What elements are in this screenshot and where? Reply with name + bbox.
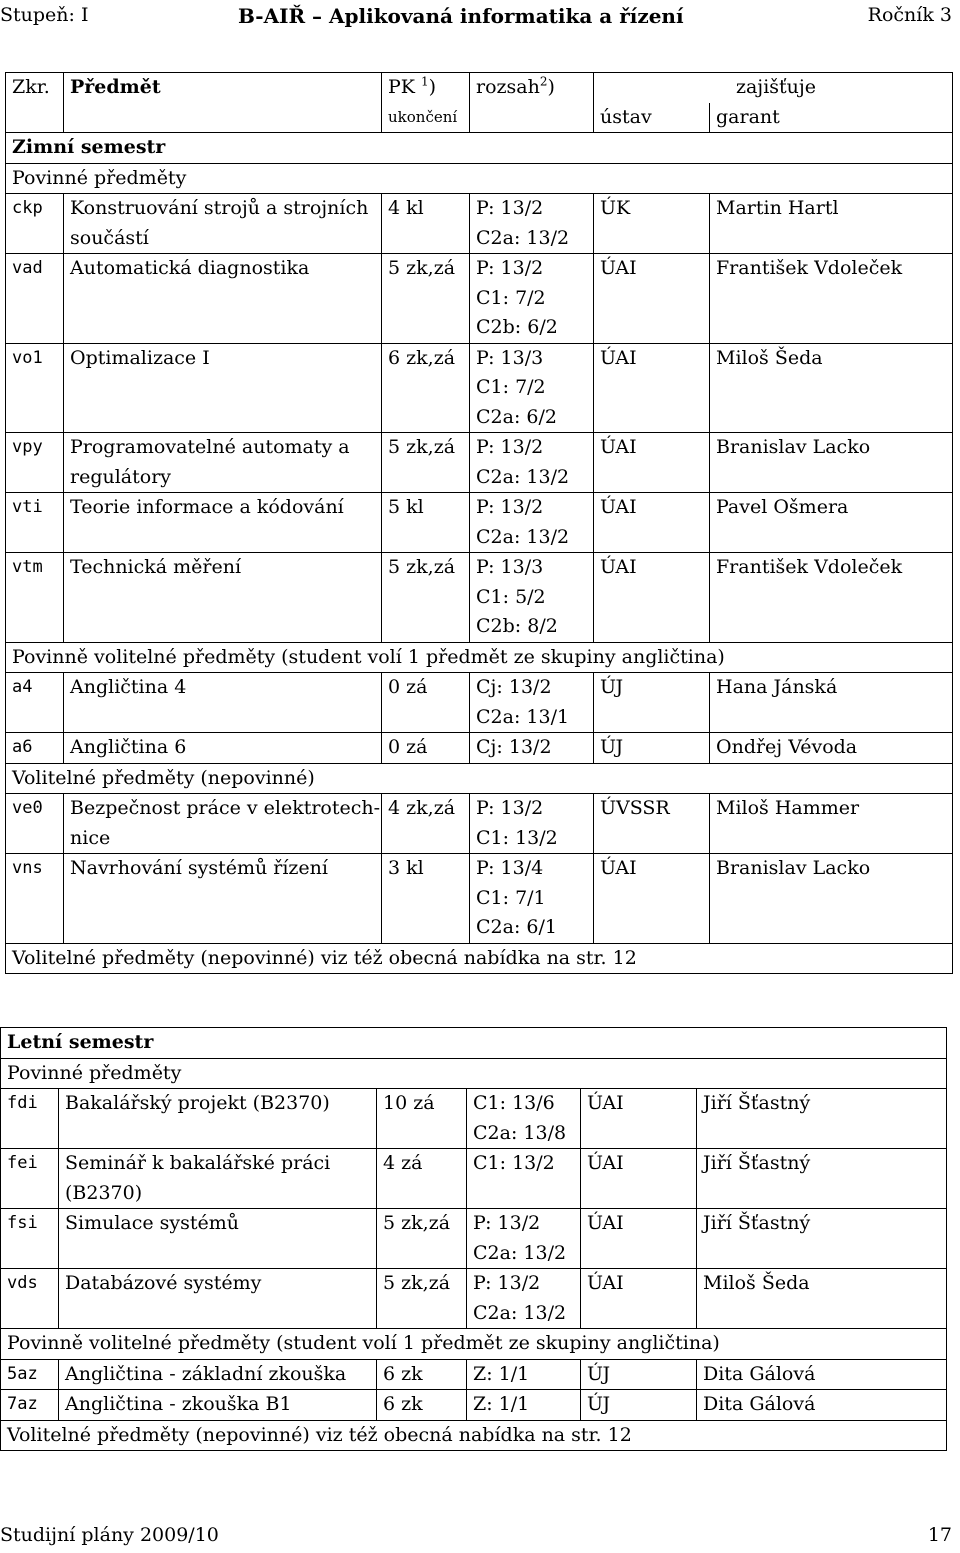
col-rozsah: rozsah$^2$) [470,73,594,103]
course-institute: ÚAI [594,493,710,553]
footer-title: Studijní plány 2009/10 [0,1524,219,1546]
course-scope: P: 13/3 [470,343,594,373]
course-row [6,343,953,373]
course-row [6,553,953,583]
course-scope [467,1179,581,1209]
course-row [6,194,953,224]
course-scope: Z: 1/1 [467,1359,581,1390]
course-name: Teorie informace a kódování [64,493,382,553]
course-completion: 4 zk,zá [382,794,470,854]
course-scope: P: 13/2 [470,493,594,523]
course-institute: ÚAI [581,1209,697,1269]
course-code: fsi [1,1209,59,1269]
course-guarantor: Pavel Ošmera [710,493,953,553]
course-row [1,1209,947,1239]
course-completion: 6 zk [377,1359,467,1390]
course-scope: P: 13/2 [467,1269,581,1299]
course-scope: C2a: 13/8 [467,1119,581,1149]
course-institute: ÚJ [581,1390,697,1421]
course-name: Optimalizace I [64,343,382,433]
course-name: Angličtina - základní zkouška [59,1359,377,1390]
course-completion: 5 zk,zá [377,1269,467,1329]
course-code: 7az [1,1390,59,1421]
course-row [6,433,953,463]
course-scope: C2a: 13/2 [470,523,594,553]
course-name: Bezpečnost práce v elektrotech-nice [64,794,382,854]
course-completion: 3 kl [382,854,470,944]
course-guarantor: Hana Jánská [710,673,953,733]
course-code: vad [6,254,64,344]
course-scope: C1: 13/6 [467,1089,581,1119]
course-scope: P: 13/2 [470,254,594,284]
table-subheader-row [6,103,953,133]
course-row [6,254,953,284]
page-number: 17 [927,1524,952,1546]
course-code: fdi [1,1089,59,1149]
course-institute: ÚVSSR [594,794,710,854]
course-scope: P: 13/4 [470,854,594,884]
course-scope: P: 13/2 [470,433,594,463]
course-row [6,733,953,764]
course-scope: C2a: 6/2 [470,403,594,433]
col-garant: garant [710,103,953,133]
course-name: Simulace systémů [59,1209,377,1269]
course-institute: ÚJ [594,673,710,733]
course-institute: ÚAI [581,1149,697,1209]
course-scope: Cj: 13/2 [470,673,594,703]
course-scope: C1: 13/2 [467,1149,581,1179]
table-note: Volitelné předměty (nepovinné) viz též obecná nabídka na str. 12 [6,943,953,974]
course-completion: 0 zá [382,733,470,764]
course-row [1,1089,947,1119]
col-zkr: Zkr. [6,73,64,103]
course-scope: Z: 1/1 [467,1390,581,1421]
group-title: Povinně volitelné předměty (student volí 1 předmět ze skupiny angličtina) [6,642,953,673]
course-guarantor: Miloš Šeda [710,343,953,433]
course-institute: ÚAI [594,433,710,493]
group-title: Povinné předměty [6,163,953,194]
course-institute: ÚAI [594,254,710,344]
course-scope: C2b: 6/2 [470,313,594,343]
summer-semester-table [0,1027,947,1451]
course-scope: C2a: 13/2 [467,1299,581,1329]
course-code: vds [1,1269,59,1329]
course-name: Angličtina - zkouška B1 [59,1390,377,1421]
course-scope: P: 13/3 [470,553,594,583]
page-header [0,4,960,34]
course-guarantor: Jiří Šťastný [697,1149,947,1209]
course-completion: 0 zá [382,673,470,733]
course-row [6,493,953,523]
group-title: Volitelné předměty (nepovinné) [6,763,953,794]
course-row [1,1149,947,1179]
course-scope: C2b: 8/2 [470,612,594,642]
course-code: ckp [6,194,64,254]
course-guarantor: Miloš Hammer [710,794,953,854]
course-institute: ÚAI [594,343,710,433]
course-completion: 10 zá [377,1089,467,1149]
course-completion: 5 zk,zá [377,1209,467,1269]
degree-level: Stupeň: I [0,4,89,26]
course-guarantor: Miloš Šeda [697,1269,947,1329]
course-code: vpy [6,433,64,493]
table-header-row [6,73,953,103]
course-code: 5az [1,1359,59,1390]
course-institute: ÚAI [594,553,710,643]
course-name: Technická měření [64,553,382,643]
course-guarantor: František Vdoleček [710,553,953,643]
course-scope: C1: 7/2 [470,373,594,403]
col-pk: PK $^1$) [382,73,470,103]
program-title: B-AIŘ – Aplikovaná informatika a řízení [238,4,684,28]
course-guarantor: Jiří Šťastný [697,1089,947,1149]
course-code: vtm [6,553,64,643]
course-scope: Cj: 13/2 [470,733,594,764]
course-code: vns [6,854,64,944]
course-row [1,1359,947,1390]
col-ukonceni: ukončení [382,103,470,133]
year-label: Ročník 3 [867,4,952,26]
course-scope: C2a: 13/1 [470,703,594,733]
course-row [1,1269,947,1299]
course-row [6,854,953,884]
course-row [1,1390,947,1421]
course-scope: P: 13/2 [470,794,594,824]
course-name: Konstruování strojů a strojních součástí [64,194,382,254]
course-guarantor: Dita Gálová [697,1359,947,1390]
course-name: Seminář k bakalářské práci (B2370) [59,1149,377,1209]
course-code: ve0 [6,794,64,854]
course-completion: 6 zk,zá [382,343,470,433]
course-completion: 5 kl [382,493,470,553]
course-institute: ÚAI [594,854,710,944]
course-scope: C1: 5/2 [470,583,594,613]
course-completion: 4 zá [377,1149,467,1209]
table-note: Volitelné předměty (nepovinné) viz též obecná nabídka na str. 12 [1,1420,947,1451]
semester-title: Letní semestr [1,1028,947,1059]
course-guarantor: František Vdoleček [710,254,953,344]
course-scope: C1: 7/2 [470,284,594,314]
course-name: Navrhování systémů řízení [64,854,382,944]
course-institute: ÚJ [581,1359,697,1390]
course-code: vo1 [6,343,64,433]
course-guarantor: Branislav Lacko [710,433,953,493]
course-code: a4 [6,673,64,733]
course-scope: P: 13/2 [470,194,594,224]
course-institute: ÚK [594,194,710,254]
course-scope: P: 13/2 [467,1209,581,1239]
winter-semester-table [5,72,953,974]
course-completion: 5 zk,zá [382,254,470,344]
course-code: vti [6,493,64,553]
course-guarantor: Martin Hartl [710,194,953,254]
semester-title: Zimní semestr [6,133,953,164]
course-name: Programovatelné automaty a regulátory [64,433,382,493]
course-guarantor: Branislav Lacko [710,854,953,944]
course-completion: 5 zk,zá [382,433,470,493]
group-title: Povinně volitelné předměty (student volí 1 předmět ze skupiny angličtina) [1,1329,947,1360]
course-guarantor: Jiří Šťastný [697,1209,947,1269]
col-zajistuje: zajišťuje [594,73,953,103]
course-scope: C2a: 13/2 [467,1239,581,1269]
page-footer [0,1524,960,1552]
course-name: Databázové systémy [59,1269,377,1329]
course-institute: ÚAI [581,1269,697,1329]
course-completion: 6 zk [377,1390,467,1421]
course-name: Angličtina 4 [64,673,382,733]
course-row [6,673,953,703]
course-institute: ÚAI [581,1089,697,1149]
course-scope: C1: 13/2 [470,824,594,854]
course-code: a6 [6,733,64,764]
course-completion: 5 zk,zá [382,553,470,643]
course-code: fei [1,1149,59,1209]
course-scope: C2a: 13/2 [470,224,594,254]
course-row [6,794,953,824]
course-completion: 4 kl [382,194,470,254]
course-name: Angličtina 6 [64,733,382,764]
course-name: Bakalářský projekt (B2370) [59,1089,377,1149]
course-guarantor: Dita Gálová [697,1390,947,1421]
course-scope: C2a: 13/2 [470,463,594,493]
course-scope: C1: 7/1 [470,884,594,914]
course-name: Automatická diagnostika [64,254,382,344]
course-institute: ÚJ [594,733,710,764]
col-predmet: Předmět [64,73,382,103]
course-scope: C2a: 6/1 [470,913,594,943]
course-guarantor: Ondřej Vévoda [710,733,953,764]
group-title: Povinné předměty [1,1058,947,1089]
col-ustav: ústav [594,103,710,133]
